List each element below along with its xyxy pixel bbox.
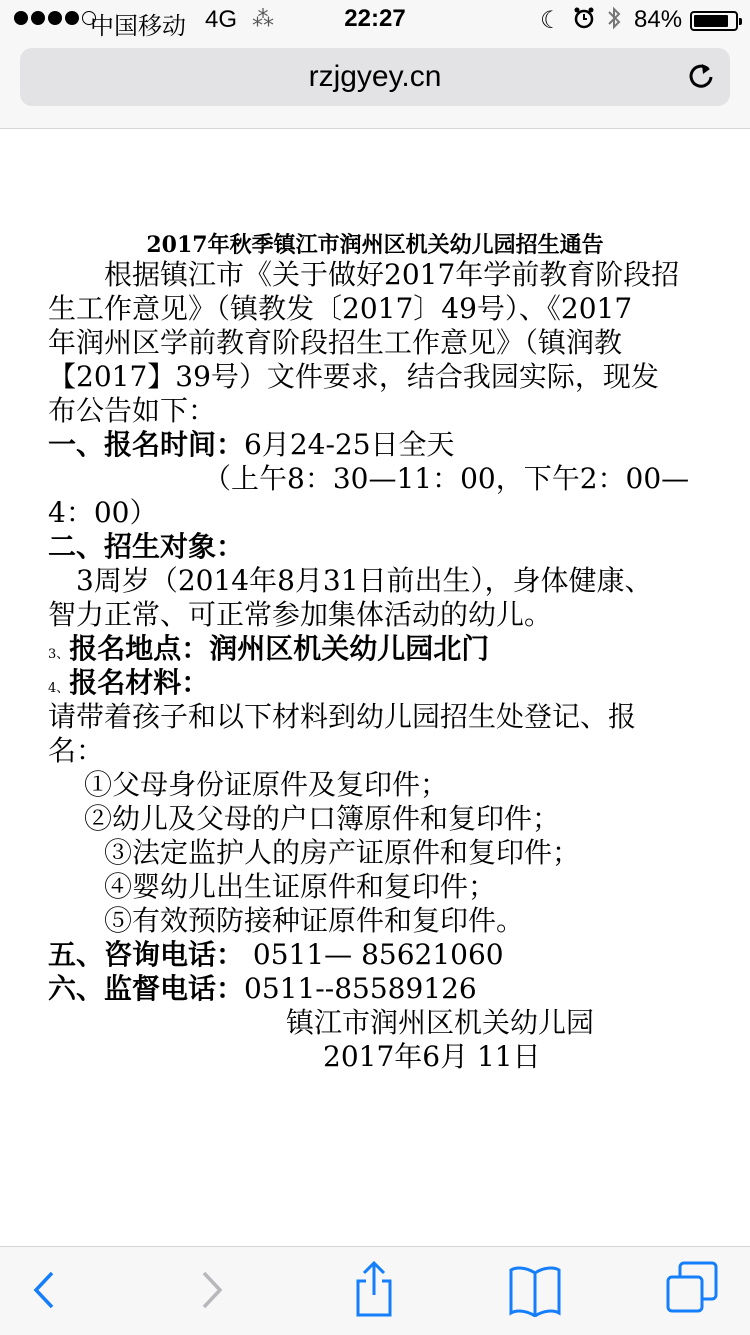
section-4-text: 报名材料： <box>69 666 210 699</box>
bluetooth-icon <box>605 4 623 39</box>
intro-line: 【2017】39号）文件要求，结合我园实际，现发 <box>48 360 659 393</box>
share-icon[interactable] <box>352 1259 396 1323</box>
material-item: ①父母身份证原件及复印件； <box>84 768 449 801</box>
reload-icon[interactable] <box>686 60 716 96</box>
address-bar[interactable] <box>20 48 730 106</box>
bookmarks-icon[interactable] <box>508 1261 562 1321</box>
web-page-content <box>0 128 750 1246</box>
section-1-value: 6月24-25日全天 <box>244 428 455 461</box>
carrier-name: 中国移动 <box>90 13 186 40</box>
signature: 镇江市润州区机关幼儿园 <box>286 1006 595 1039</box>
status-time: 22:27 <box>344 5 406 32</box>
section-2-line: 3周岁（2014年8月31日前出生），身体健康、 <box>48 564 653 597</box>
alarm-icon <box>573 6 595 37</box>
intro-line: 根据镇江市《关于做好2017年学前教育阶段招 <box>48 258 680 291</box>
section-4-line: 请带着孩子和以下材料到幼儿园招生处登记、报 <box>48 700 637 733</box>
battery-percent: 84% <box>634 6 683 33</box>
section-4 <box>48 666 708 700</box>
material-item: ④婴幼儿出生证原件和复印件； <box>104 870 497 903</box>
section-1-label: 一、报名时间： <box>48 428 245 461</box>
material-item: ②幼儿及父母的户口簿原件和复印件； <box>84 802 561 835</box>
section-6-label: 六、监督电话： <box>48 972 245 1005</box>
section-4-line: 名： <box>48 734 105 767</box>
section-1-time-end: 4：00） <box>48 496 158 529</box>
section-2-line: 智力正常、可正常参加集体活动的幼儿。 <box>48 598 553 631</box>
section-3-number: 3、 <box>48 647 70 662</box>
section-1-time: （上午8：30—11：00，下午2：00— <box>203 462 690 495</box>
section-4-number: 4、 <box>48 681 70 696</box>
material-item: ⑤有效预防接种证原件和复印件。 <box>104 904 525 937</box>
section-3-text: 报名地点：润州区机关幼儿园北门 <box>69 632 490 665</box>
browser-header <box>0 40 750 129</box>
supervision-phone: 0511--85589126 <box>244 972 477 1005</box>
notice-body <box>48 258 708 1074</box>
forward-icon[interactable] <box>196 1265 226 1319</box>
intro-line: 年润州区学前教育阶段招生工作意见》（镇润教 <box>48 326 623 359</box>
material-item: ③法定监护人的房产证原件和复印件； <box>104 836 581 869</box>
section-5-label: 五、咨询电话： <box>48 938 245 971</box>
section-3 <box>48 632 708 666</box>
browser-toolbar <box>0 1246 750 1335</box>
tabs-icon[interactable] <box>664 1259 720 1321</box>
section-1 <box>48 428 708 462</box>
notice-date: 2017年6月 11日 <box>323 1040 541 1073</box>
consult-phone: 0511— 85621060 <box>252 938 504 971</box>
url-text[interactable]: rzjgyey.cn <box>308 60 442 93</box>
do-not-disturb-icon: ☾ <box>540 7 562 34</box>
loading-spinner-icon: ⁂ <box>252 6 274 31</box>
status-bar <box>0 0 750 40</box>
battery-icon <box>690 11 738 31</box>
section-2-label: 二、招生对象： <box>48 530 245 563</box>
section-5 <box>48 938 708 972</box>
network-type: 4G <box>205 6 238 33</box>
intro-line: 布公告如下： <box>48 394 217 427</box>
section-6 <box>48 972 708 1006</box>
intro-line: 生工作意见》（镇教发〔2017〕49号）、《2017 <box>48 292 633 325</box>
back-icon[interactable] <box>30 1265 60 1319</box>
notice-title: 2017年秋季镇江市润州区机关幼儿园招生通告 <box>146 232 604 258</box>
